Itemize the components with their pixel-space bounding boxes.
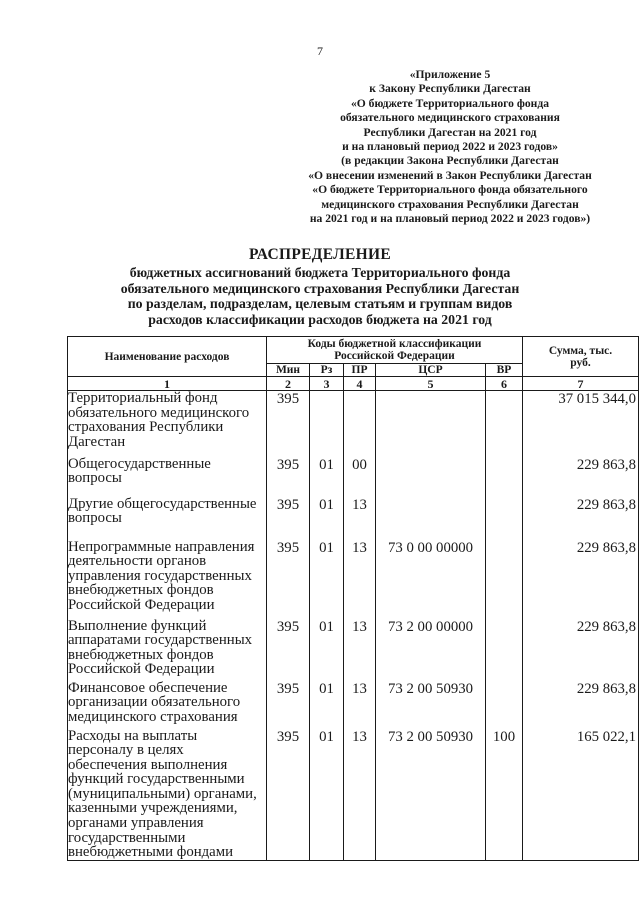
row-name: Выполнение функций аппаратами государственных внебюджетных фондов Российской Федерации [68,619,267,681]
page-number: 7 [317,44,323,58]
row-pr: 13 [344,729,376,861]
appendix-header [255,68,640,226]
document-subtitle [0,265,640,327]
appendix-line: на 2021 год и на плановый период 2022 и 2023 годов») [309,212,591,226]
column-number: 4 [344,377,376,391]
row-sum: 229 863,8 [523,497,639,540]
header-vr: ВР [486,364,523,377]
budget-table [67,336,639,861]
header-codes: Коды бюджетной классификации Российской Федерации [267,337,523,364]
appendix-line: (в редакции Закона Республики Дагестан [341,154,559,168]
appendix-line: Республики Дагестан на 2021 год [363,125,537,139]
table-row [68,391,639,457]
row-csr: 73 0 00 00000 [376,540,486,619]
row-name: Финансовое обеспечение организации обязательного медицинского страхования [68,681,267,729]
row-sum: 37 015 344,0 [523,391,639,457]
row-vr [486,540,523,619]
column-number: 1 [68,377,267,391]
subtitle-line: расходов классификации расходов бюджета на 2021 год [148,311,492,327]
row-rz: 01 [310,497,344,540]
row-rz: 01 [310,540,344,619]
column-number: 3 [310,377,344,391]
subtitle-line: бюджетных ассигнований бюджета Территориального фонда [129,265,511,280]
row-pr: 13 [344,681,376,729]
header-csr: ЦСР [376,364,486,377]
subtitle-line: по разделам, подразделам, целевым статьям и группам видов [127,296,513,312]
appendix-line: «О бюджете Территориального фонда [350,96,550,110]
appendix-line: «О бюджете Территориального фонда обязательного [312,183,588,197]
row-pr: 13 [344,540,376,619]
row-rz: 01 [310,681,344,729]
row-vr [486,391,523,457]
appendix-line: «Приложение 5 [409,68,491,81]
row-pr [344,391,376,457]
document-title: РАСПРЕДЕЛЕНИЕ [249,246,391,263]
header-pr: ПР [344,364,376,377]
row-name: Расходы на выплаты персоналу в целях обеспечения выполнения функций государственными (муниципальными) органами, казенными учреждениями, органами управления государственными внебюджетными фондами [68,729,267,861]
row-name: Территориальный фонд обязательного медицинского страхования Республики Дагестан [68,391,267,457]
appendix-line: к Закону Республики Дагестан [369,82,531,96]
header-min: Мин [267,364,310,377]
row-vr [486,681,523,729]
table-row [68,681,639,729]
table-row [68,619,639,681]
appendix-line: медицинского страхования Республики Дагестан [321,197,579,211]
subtitle-line: обязательного медицинского страхования Республики Дагестан [120,280,520,296]
table-row [68,540,639,619]
row-rz: 01 [310,619,344,681]
column-number: 6 [486,377,523,391]
row-csr [376,457,486,497]
table-row [68,497,639,540]
column-number: 2 [267,377,310,391]
row-csr: 73 2 00 50930 [376,681,486,729]
table-row [68,457,639,497]
row-csr: 73 2 00 00000 [376,619,486,681]
row-pr: 13 [344,619,376,681]
row-vr [486,457,523,497]
header-rz: Рз [310,364,344,377]
row-rz [310,391,344,457]
row-name: Непрограммные направления деятельности органов управления государственных внебюджетных фондов Российской Федерации [68,540,267,619]
row-vr [486,497,523,540]
appendix-line: обязательного медицинского страхования [340,111,560,125]
column-number: 5 [376,377,486,391]
row-sum: 229 863,8 [523,619,639,681]
header-sum: Сумма, тыс. руб. [523,337,639,377]
header-name: Наименование расходов [68,337,267,377]
row-rz: 01 [310,729,344,861]
row-min: 395 [267,497,310,540]
row-vr [486,619,523,681]
table-row [68,729,639,861]
row-min: 395 [267,619,310,681]
row-pr: 13 [344,497,376,540]
appendix-line: и на плановый период 2022 и 2023 годов» [342,140,558,154]
row-min: 395 [267,540,310,619]
appendix-line: «О внесении изменений в Закон Республики Дагестан [308,168,592,182]
row-vr: 100 [486,729,523,861]
row-min: 395 [267,729,310,861]
row-pr: 00 [344,457,376,497]
row-rz: 01 [310,457,344,497]
row-sum: 229 863,8 [523,681,639,729]
row-min: 395 [267,391,310,457]
row-csr: 73 2 00 50930 [376,729,486,861]
column-number: 7 [523,377,639,391]
row-name: Другие общегосударственные вопросы [68,497,267,540]
row-sum: 229 863,8 [523,457,639,497]
row-min: 395 [267,457,310,497]
row-sum: 229 863,8 [523,540,639,619]
row-csr [376,497,486,540]
row-csr [376,391,486,457]
row-name: Общегосударственные вопросы [68,457,267,497]
row-sum: 165 022,1 [523,729,639,861]
row-min: 395 [267,681,310,729]
